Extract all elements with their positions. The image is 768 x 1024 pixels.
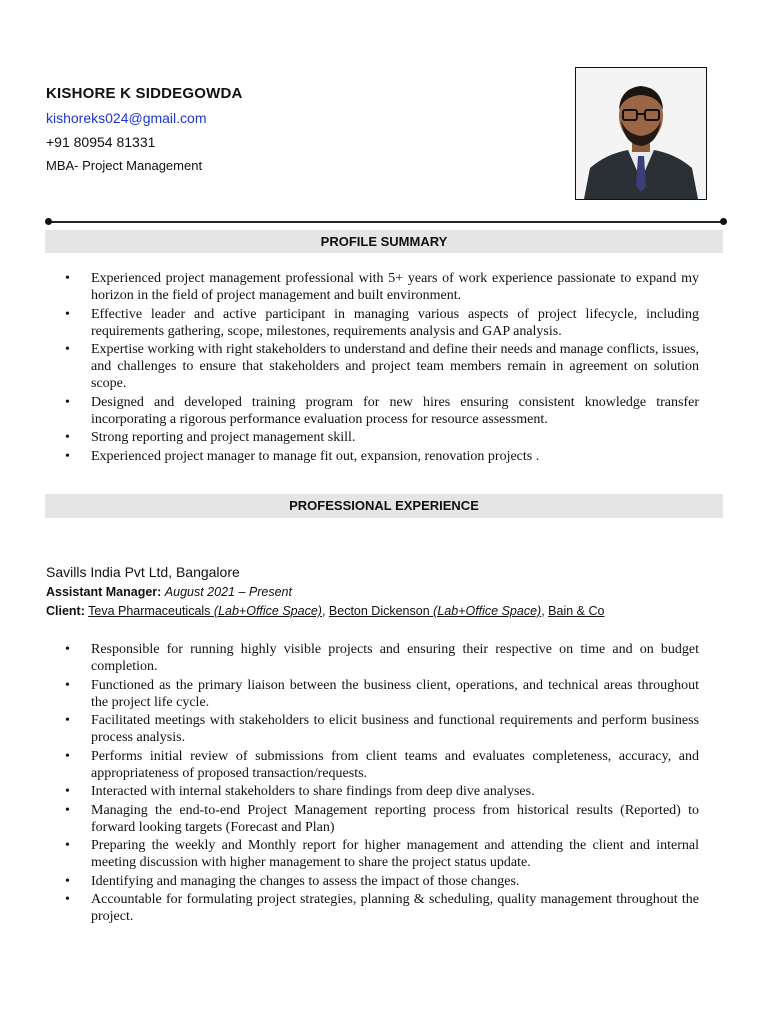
profile-photo: [575, 67, 707, 200]
job-role: [46, 585, 292, 599]
list-item: • Responsible for running highly visible projects and ensuring their respective on time and on budget completion.: [65, 641, 699, 675]
client-teva: Teva Pharmaceuticals (Lab+Office Space): [88, 604, 322, 618]
list-item: • Functioned as the primary liaison between the business client, operations, and technical areas throughout the project life cycle.: [65, 677, 699, 711]
client-bain: Bain & Co: [548, 604, 605, 618]
list-item: • Effective leader and active participant in managing various aspects of project lifecycle, including requirements gathering, scope, milestones, requirements analysis and GAP analysis.: [65, 306, 699, 340]
section-heading-profile: PROFILE SUMMARY: [45, 230, 723, 253]
profile-summary-list: [65, 270, 699, 466]
client-line: Client: Teva Pharmaceuticals (Lab+Office Space), Becton Dickenson (Lab+Office Space), Bain & Co: [46, 604, 605, 618]
divider-endpoint: [45, 218, 52, 225]
list-item: • Identifying and managing the changes to assess the impact of those changes.: [65, 873, 699, 890]
phone-number: +91 80954 81331: [46, 134, 156, 150]
degree: MBA- Project Management: [46, 158, 203, 173]
list-item: • Expertise working with right stakeholders to understand and define their needs and manage conflicts, issues, and challenges to ensure that stakeholders and project team members remain in agreement on solution scope.: [65, 341, 699, 392]
header-divider: [46, 221, 724, 223]
company-name: Savills India Pvt Ltd, Bangalore: [46, 564, 240, 580]
candidate-name: KISHORE K SIDDEGOWDA: [46, 85, 243, 102]
list-item: • Managing the end-to-end Project Management reporting process from historical results (Reported) to forward looking targets (Forecast and Plan): [65, 802, 699, 836]
list-item: • Experienced project manager to manage fit out, expansion, renovation projects .: [65, 448, 699, 465]
list-item: • Facilitated meetings with stakeholders to elicit business and functional requirements and perform business process analysis.: [65, 712, 699, 746]
role-label: Assistant Manager:: [46, 585, 162, 599]
divider-endpoint: [720, 218, 727, 225]
experience-duties-list: [65, 641, 699, 927]
section-heading-experience: PROFESSIONAL EXPERIENCE: [45, 494, 723, 518]
client-label: Client:: [46, 604, 85, 618]
list-item: • Interacted with internal stakeholders to share findings from deep dive analyses.: [65, 783, 699, 800]
list-item: • Preparing the weekly and Monthly report for higher management and attending the client and internal meeting discussion with higher management to share the project status update.: [65, 837, 699, 871]
client-becton: Becton Dickenson (Lab+Office Space): [328, 604, 542, 618]
list-item: • Strong reporting and project management skill.: [65, 429, 699, 446]
list-item: • Designed and developed training program for new hires ensuring consistent knowledge transfer incorporating a rigorous performance evaluation process for resource assessment.: [65, 394, 699, 428]
email-link[interactable]: kishoreks024@gmail.com: [46, 110, 207, 126]
list-item: • Performs initial review of submissions from client teams and evaluates completeness, accuracy, and appropriateness of proposed transaction/requests.: [65, 748, 699, 782]
list-item: • Experienced project management professional with 5+ years of work experience passionate to expand my horizon in the field of project management and built environment.: [65, 270, 699, 304]
role-dates: August 2021 – Present: [164, 585, 292, 599]
list-item: • Accountable for formulating project strategies, planning & scheduling, quality management throughout the project.: [65, 891, 699, 925]
